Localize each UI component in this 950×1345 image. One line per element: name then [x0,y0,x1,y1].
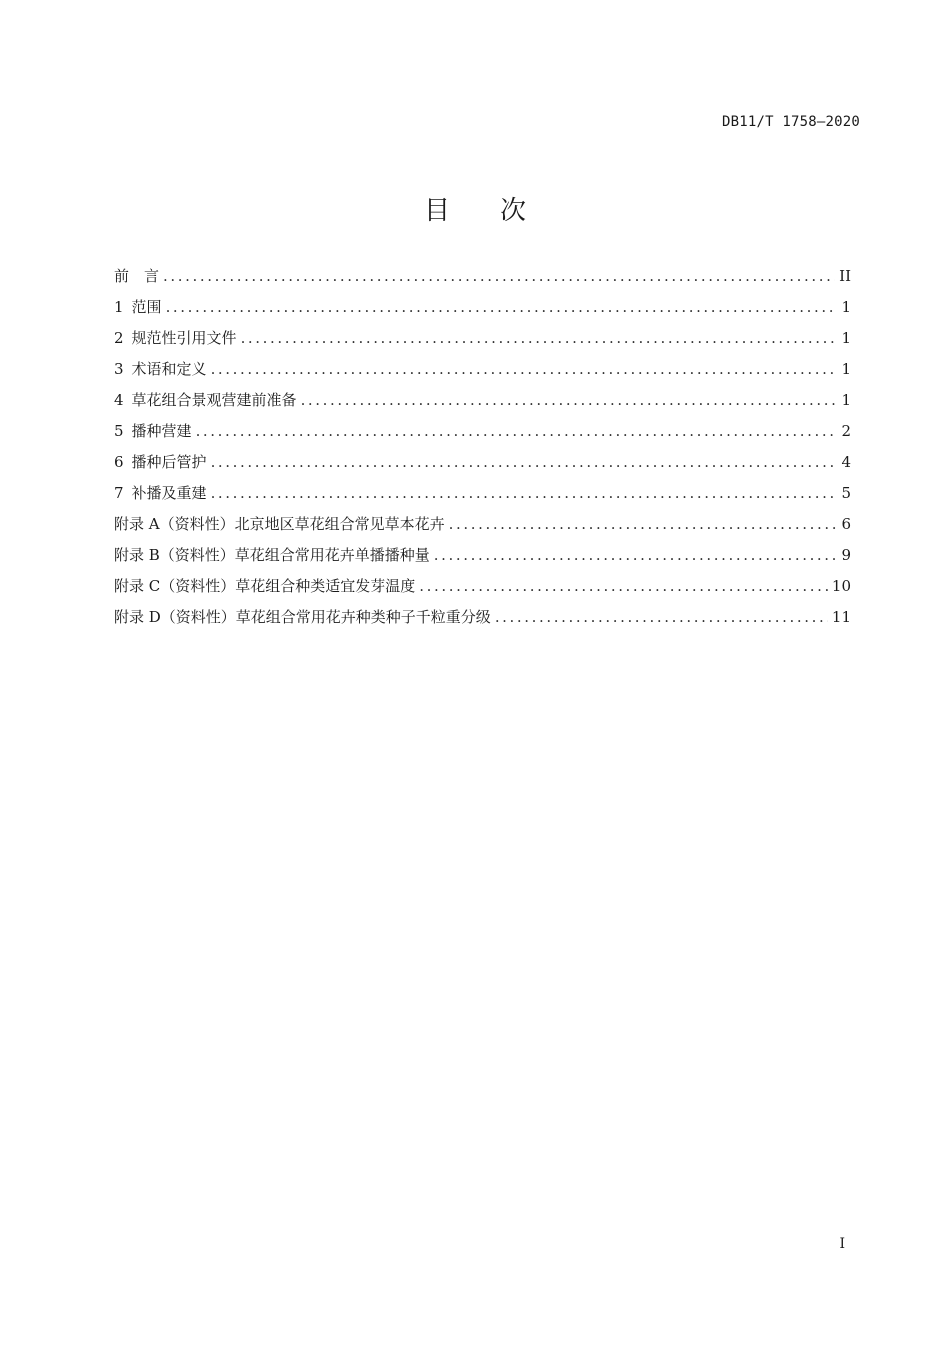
toc-entry-page: 4 [841,453,851,471]
toc-entry-number: 6 [114,453,124,471]
toc-entry-number: 1 [114,298,124,316]
toc-entry-5[interactable] [114,419,851,450]
toc-entry-page: 10 [831,577,851,595]
toc-entry-page: II [839,267,851,285]
toc-entry-label: 附录 D（资料性）草花组合常用花卉种类种子千粒重分级 [114,608,491,626]
toc-leader-dots [211,357,837,381]
toc-entry-number: 5 [114,422,124,440]
toc-entry-appendix-d[interactable] [114,605,851,636]
toc-entry-label: 前 言 [114,267,160,285]
toc-entry-label: 附录 C（资料性）草花组合种类适宜发芽温度 [114,577,416,595]
toc-entry-label: 附录 B（资料性）草花组合常用花卉单播播种量 [114,546,430,564]
toc-entry-appendix-b[interactable] [114,543,851,574]
toc-entry-number: 4 [114,391,124,409]
page-title [0,190,950,227]
toc-entry-label: 播种营建 [131,422,192,440]
toc-entry-1[interactable] [114,295,851,326]
toc-entry-label: 附录 A（资料性）北京地区草花组合常见草本花卉 [114,515,445,533]
table-of-contents [114,264,851,636]
toc-entry-page: 11 [831,608,851,626]
title-part-2: 次 [500,196,527,226]
toc-entry-appendix-c[interactable] [114,574,851,605]
toc-entry-4[interactable] [114,388,851,419]
toc-entry-label: 规范性引用文件 [131,329,237,347]
toc-entry-page: 1 [841,360,851,378]
toc-leader-dots [241,326,837,350]
toc-entry-foreword[interactable] [114,264,851,295]
toc-leader-dots [495,605,828,629]
toc-entry-label: 范围 [131,298,162,316]
toc-entry-2[interactable] [114,326,851,357]
toc-leader-dots [211,481,837,505]
toc-leader-dots [163,264,835,288]
toc-leader-dots [449,512,837,536]
toc-entry-3[interactable] [114,357,851,388]
toc-leader-dots [211,450,837,474]
toc-leader-dots [434,543,837,567]
toc-entry-page: 1 [841,329,851,347]
toc-leader-dots [166,295,837,319]
toc-entry-page: 6 [841,515,851,533]
standard-code: DB11/T 1758—2020 [721,114,860,130]
toc-entry-label: 草花组合景观营建前准备 [131,391,297,409]
title-part-1: 目 [423,196,450,226]
toc-leader-dots [419,574,828,598]
toc-entry-page: 1 [841,298,851,316]
page-number: I [839,1236,845,1252]
toc-leader-dots [196,419,837,443]
toc-entry-label: 补播及重建 [131,484,207,502]
toc-entry-label: 播种后管护 [131,453,207,471]
toc-entry-appendix-a[interactable] [114,512,851,543]
toc-entry-number: 3 [114,360,124,378]
toc-entry-7[interactable] [114,481,851,512]
toc-entry-page: 2 [841,422,851,440]
toc-entry-number: 7 [114,484,124,502]
toc-leader-dots [301,388,837,412]
toc-entry-label: 术语和定义 [131,360,207,378]
toc-entry-page: 5 [841,484,851,502]
toc-entry-page: 9 [841,546,851,564]
toc-entry-page: 1 [841,391,851,409]
toc-entry-6[interactable] [114,450,851,481]
toc-entry-number: 2 [114,329,124,347]
